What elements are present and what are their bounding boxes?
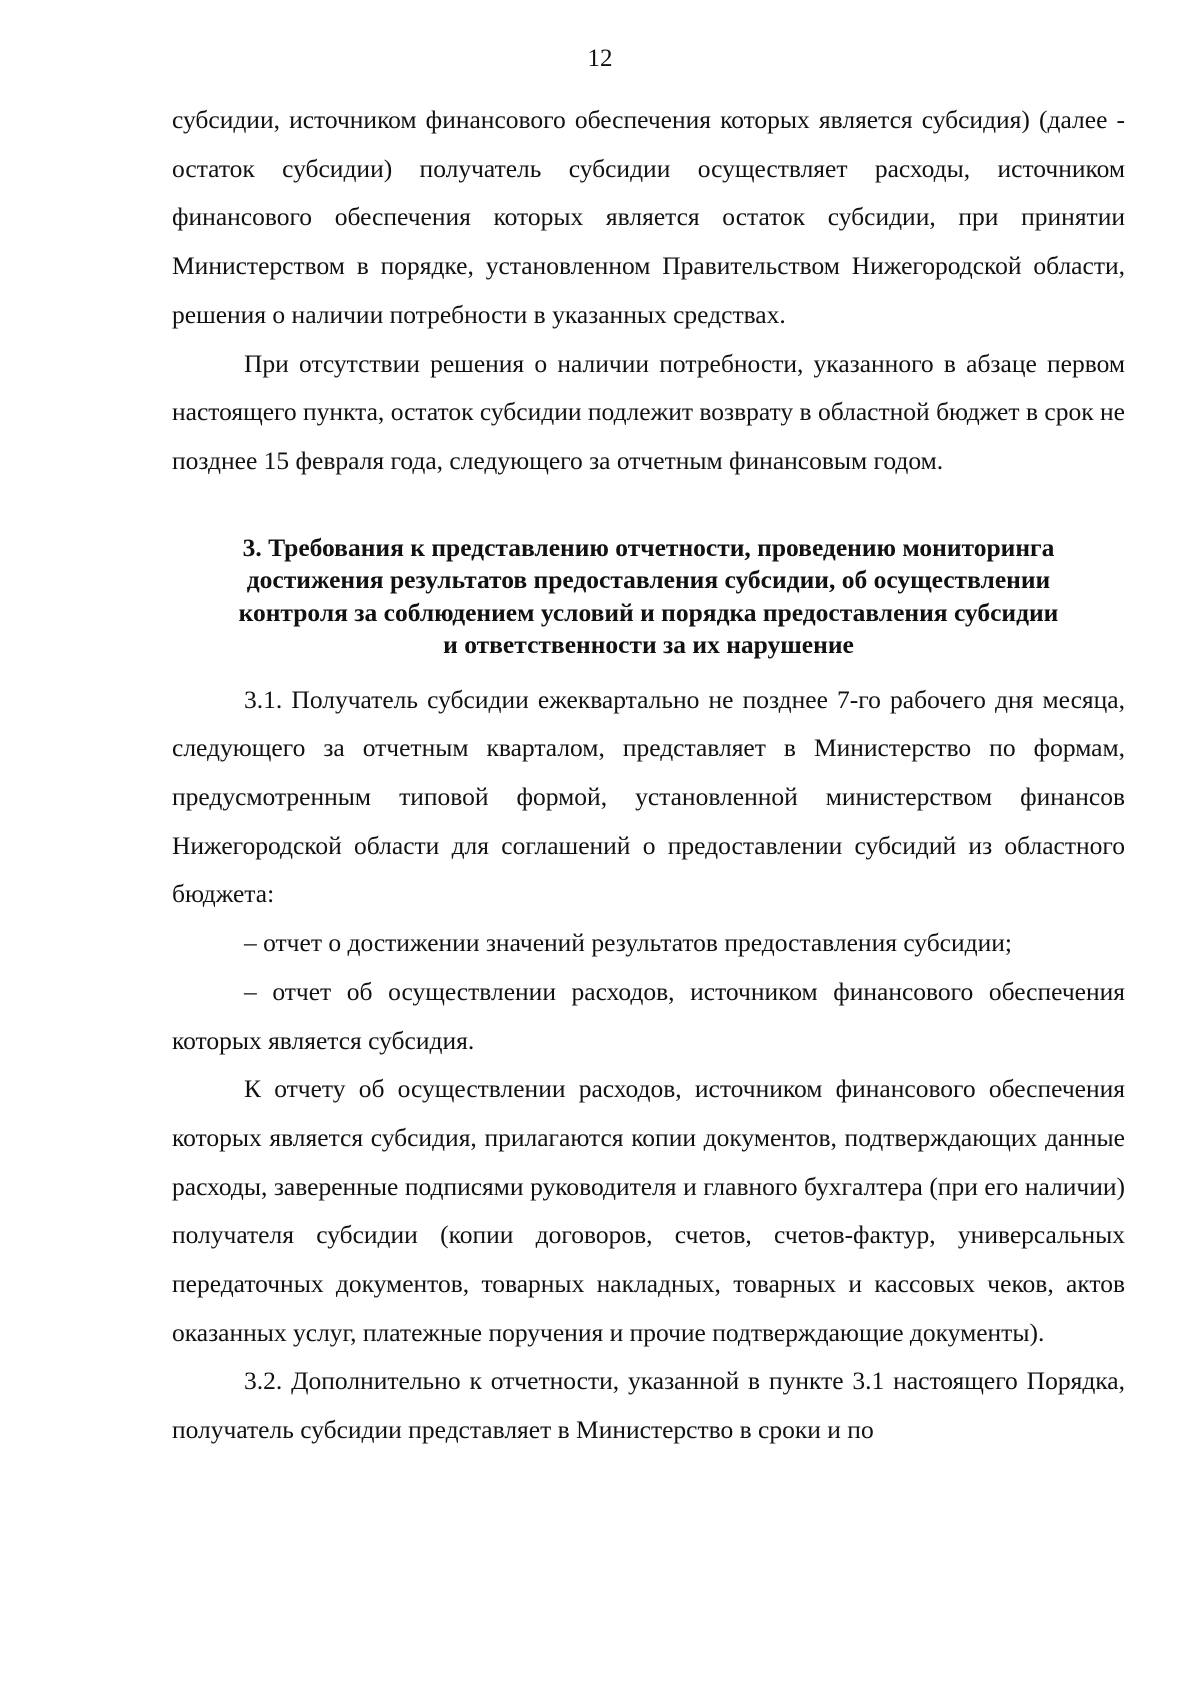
paragraph-3-2: 3.2. Дополнительно к отчетности, указанной в пункте 3.1 настоящего Порядка, получатель субсидии представляет в Министерство в сроки и по [172, 1366, 1125, 1445]
section-heading-3 [172, 532, 1125, 662]
heading-line: 3. Требования к представлению отчетности, проведению мониторинга [242, 532, 1055, 562]
list-item-results-report: – отчет о достижении значений результатов предоставления субсидии; [244, 928, 1013, 958]
paragraph-remainder-return: При отсутствии решения о наличии потребности, указанного в абзаце первом настоящего пункта, остаток субсидии подлежит возврату в областной бюджет в срок не позднее 15 февраля года, следующего за отчетным финансовым годом. [172, 348, 1125, 475]
heading-line: контроля за соблюдением условий и порядка предоставления субсидии [238, 597, 1059, 627]
heading-line: достижения результатов предоставления субсидии, об осуществлении [246, 565, 1051, 595]
list-item-expenses-report: – отчет об осуществлении расходов, источником финансового обеспечения которых является субсидия. [172, 976, 1125, 1055]
paragraph-attachments: К отчету об осуществлении расходов, источником финансового обеспечения которых является субсидия, прилагаются копии документов, подтверждающих данные расходы, заверенные подписями руководителя и главного бухгалтера (при его наличии) получателя субсидии (копии договоров, счетов, счетов-фактур, универсальных передаточных документов, товарных накладных, товарных и кассовых чеков, актов оказанных услуг, платежные поручения и прочие подтверждающие документы). [172, 1074, 1125, 1347]
paragraph-3-1: 3.1. Получатель субсидии ежеквартально не позднее 7-го рабочего дня месяца, следующего за отчетным кварталом, представляет в Министерство по формам, предусмотренным типовой формой, установленной министерством финансов Нижегородской области для соглашений о предоставлении субсидий из областного бюджета: [172, 684, 1125, 909]
paragraph-continuation: субсидии, источником финансового обеспечения которых является субсидия) (далее - остаток субсидии) получатель субсидии осуществляет расходы, источником финансового обеспечения которых является остаток субсидии, при принятии Министерством в порядке, установленном Правительством Нижегородской области, решения о наличии потребности в указанных средствах. [172, 105, 1125, 329]
document-body [172, 96, 1125, 1455]
page-number: 12 [587, 45, 613, 72]
heading-line: и ответственности за их нарушение [443, 630, 854, 660]
